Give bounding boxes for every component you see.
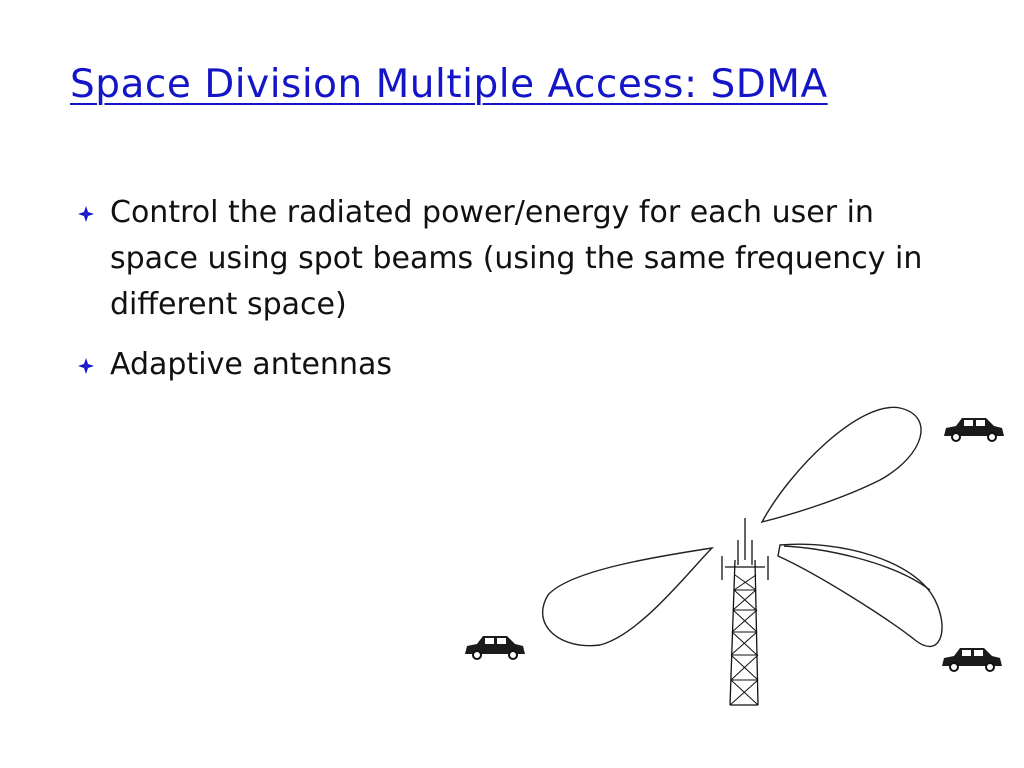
beam-lobe-icon [762, 407, 921, 522]
slide-title: Space Division Multiple Access: SDMA [70, 62, 828, 107]
beam-lobe-icon [784, 546, 930, 590]
bullet-text: Adaptive antennas [110, 347, 392, 382]
antenna-tower-icon [722, 518, 768, 705]
car-icon [944, 418, 1004, 441]
beam-lobe-icon [778, 544, 942, 646]
sdma-illustration [440, 390, 1024, 720]
bullet-item [78, 342, 928, 388]
car-icon [942, 648, 1002, 671]
bullet-item [78, 190, 928, 328]
diamond-bullet-icon [78, 358, 94, 374]
bullet-text: Control the radiated power/energy for each user in space using spot beams (using the same frequency in different space) [110, 195, 923, 322]
car-icon [465, 636, 525, 659]
diamond-bullet-icon [78, 206, 94, 222]
bullet-list [78, 190, 928, 402]
beam-lobe-icon [543, 548, 712, 646]
